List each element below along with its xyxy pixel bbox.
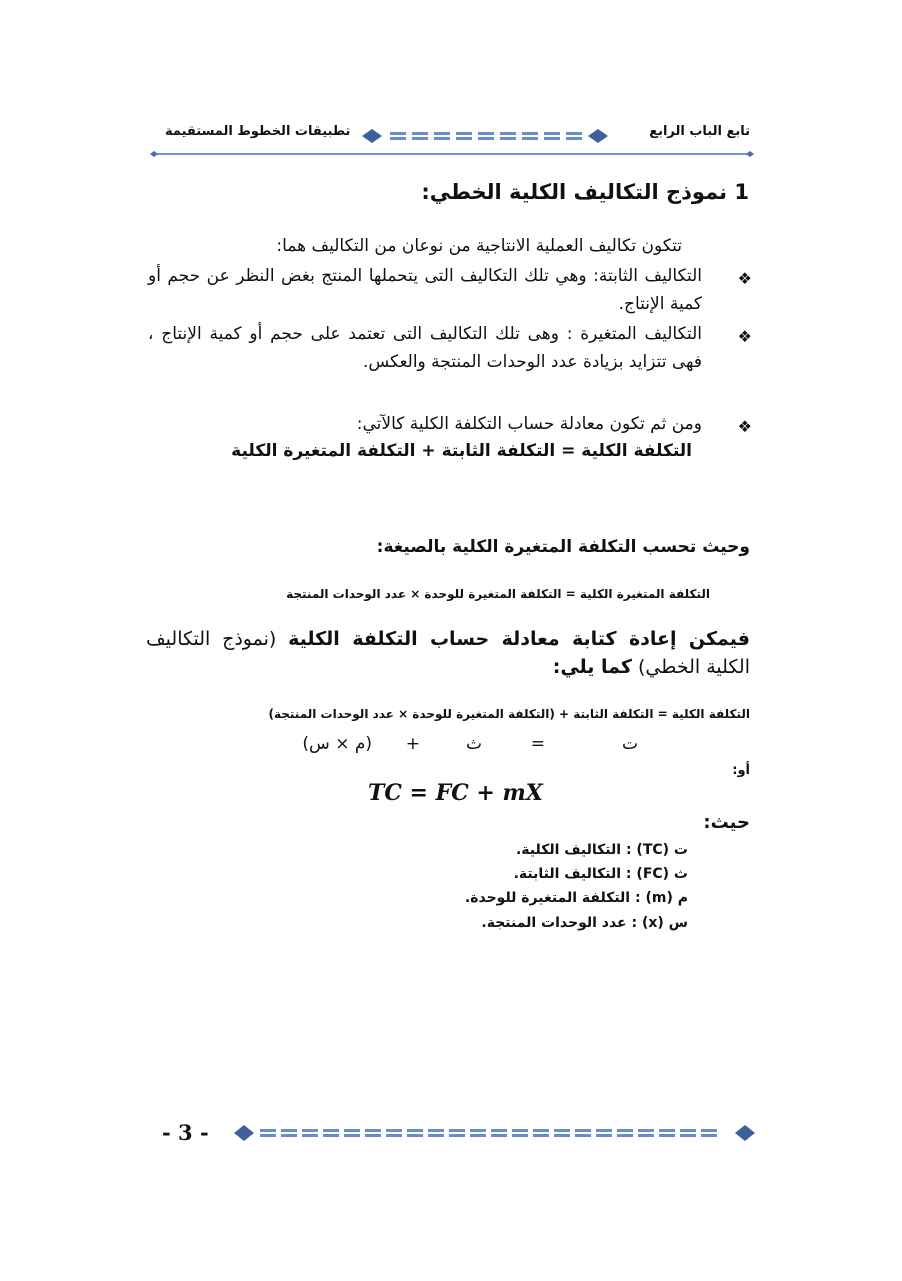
or-label: أو: — [732, 763, 750, 778]
list-item-text: ومن ثم تكون معادلة حساب التكلفة الكلية كالآتي: — [356, 414, 702, 434]
diamond-bullet-icon: ❖ — [737, 269, 752, 288]
rewrite-bold-end: كما يلي: — [552, 656, 632, 678]
symbol-th: ث — [465, 734, 482, 754]
list-item-text: التكاليف الثابتة: وهي تلك التكاليف التى يتحملها المنتج بغض النظر عن حجم أو كمية الإنتاج. — [148, 266, 702, 314]
variable-cost-formula: التكلفة المتغيرة الكلية = التكلفة المتغيرة للوحدة × عدد الوحدات المنتجة — [286, 587, 710, 601]
where-label: حيث: — [703, 812, 750, 833]
symbol-t: ت — [621, 734, 638, 754]
symbol-m-times-s: (م × س) — [302, 734, 372, 754]
section-title: 1 نموذج التكاليف الكلية الخطي: — [421, 180, 749, 204]
definition-item: م (m) : التكلفة المتغيرة للوحدة. — [464, 890, 688, 906]
rewrite-normal-text: (نموذج التكاليف الكلية الخطي) — [146, 628, 750, 678]
list-item — [148, 410, 752, 440]
symbol-row — [146, 734, 750, 758]
footer-ornament-icon — [232, 1122, 757, 1144]
header-ornament-icon — [360, 125, 610, 147]
list-item — [148, 320, 752, 410]
definition-item: ت (TC) : التكاليف الكلية. — [515, 842, 688, 858]
list-item — [148, 262, 752, 322]
topic-label: تطبيقات الخطوط المستقيمة — [165, 124, 351, 139]
variable-cost-heading: وحيث تحسب التكلفة المتغيرة الكلية بالصيغة: — [376, 537, 750, 557]
diamond-bullet-icon: ❖ — [737, 327, 752, 346]
header-rule — [150, 150, 754, 158]
symbol-equals: = — [530, 734, 545, 754]
rewrite-bold-text: فيمكن إعادة كتابة معادلة حساب التكلفة الكلية — [288, 628, 750, 650]
intro-text: تتكون تكاليف العملية الانتاجية من نوعان من التكاليف هما: — [276, 236, 682, 256]
list-item-text: التكاليف المتغيرة : وهى تلك التكاليف التى تعتمد على حجم أو كمية الإنتاج ، فهى تتزايد بزيادة عدد الوحدات المنتجة والعكس. — [148, 324, 702, 372]
rewrite-paragraph — [146, 625, 750, 681]
definition-item: ث (FC) : التكاليف الثابتة. — [513, 866, 688, 882]
page-number: - 3 - — [162, 1120, 209, 1145]
full-cost-formula: التكلفة الكلية = التكلفة الثابتة + (التكلفة المتغيرة للوحدة × عدد الوحدات المنتجة) — [268, 707, 750, 721]
total-cost-formula: التكلفة الكلية = التكلفة الثابتة + التكلفة المتغيرة الكلية — [231, 441, 692, 461]
definition-item: س (x) : عدد الوحدات المنتجة. — [481, 915, 688, 931]
latin-equation: TC = FC + mX — [368, 780, 543, 806]
symbol-plus: + — [405, 734, 420, 754]
chapter-label: تابع الباب الرابع — [649, 124, 750, 139]
diamond-bullet-icon: ❖ — [737, 417, 752, 436]
